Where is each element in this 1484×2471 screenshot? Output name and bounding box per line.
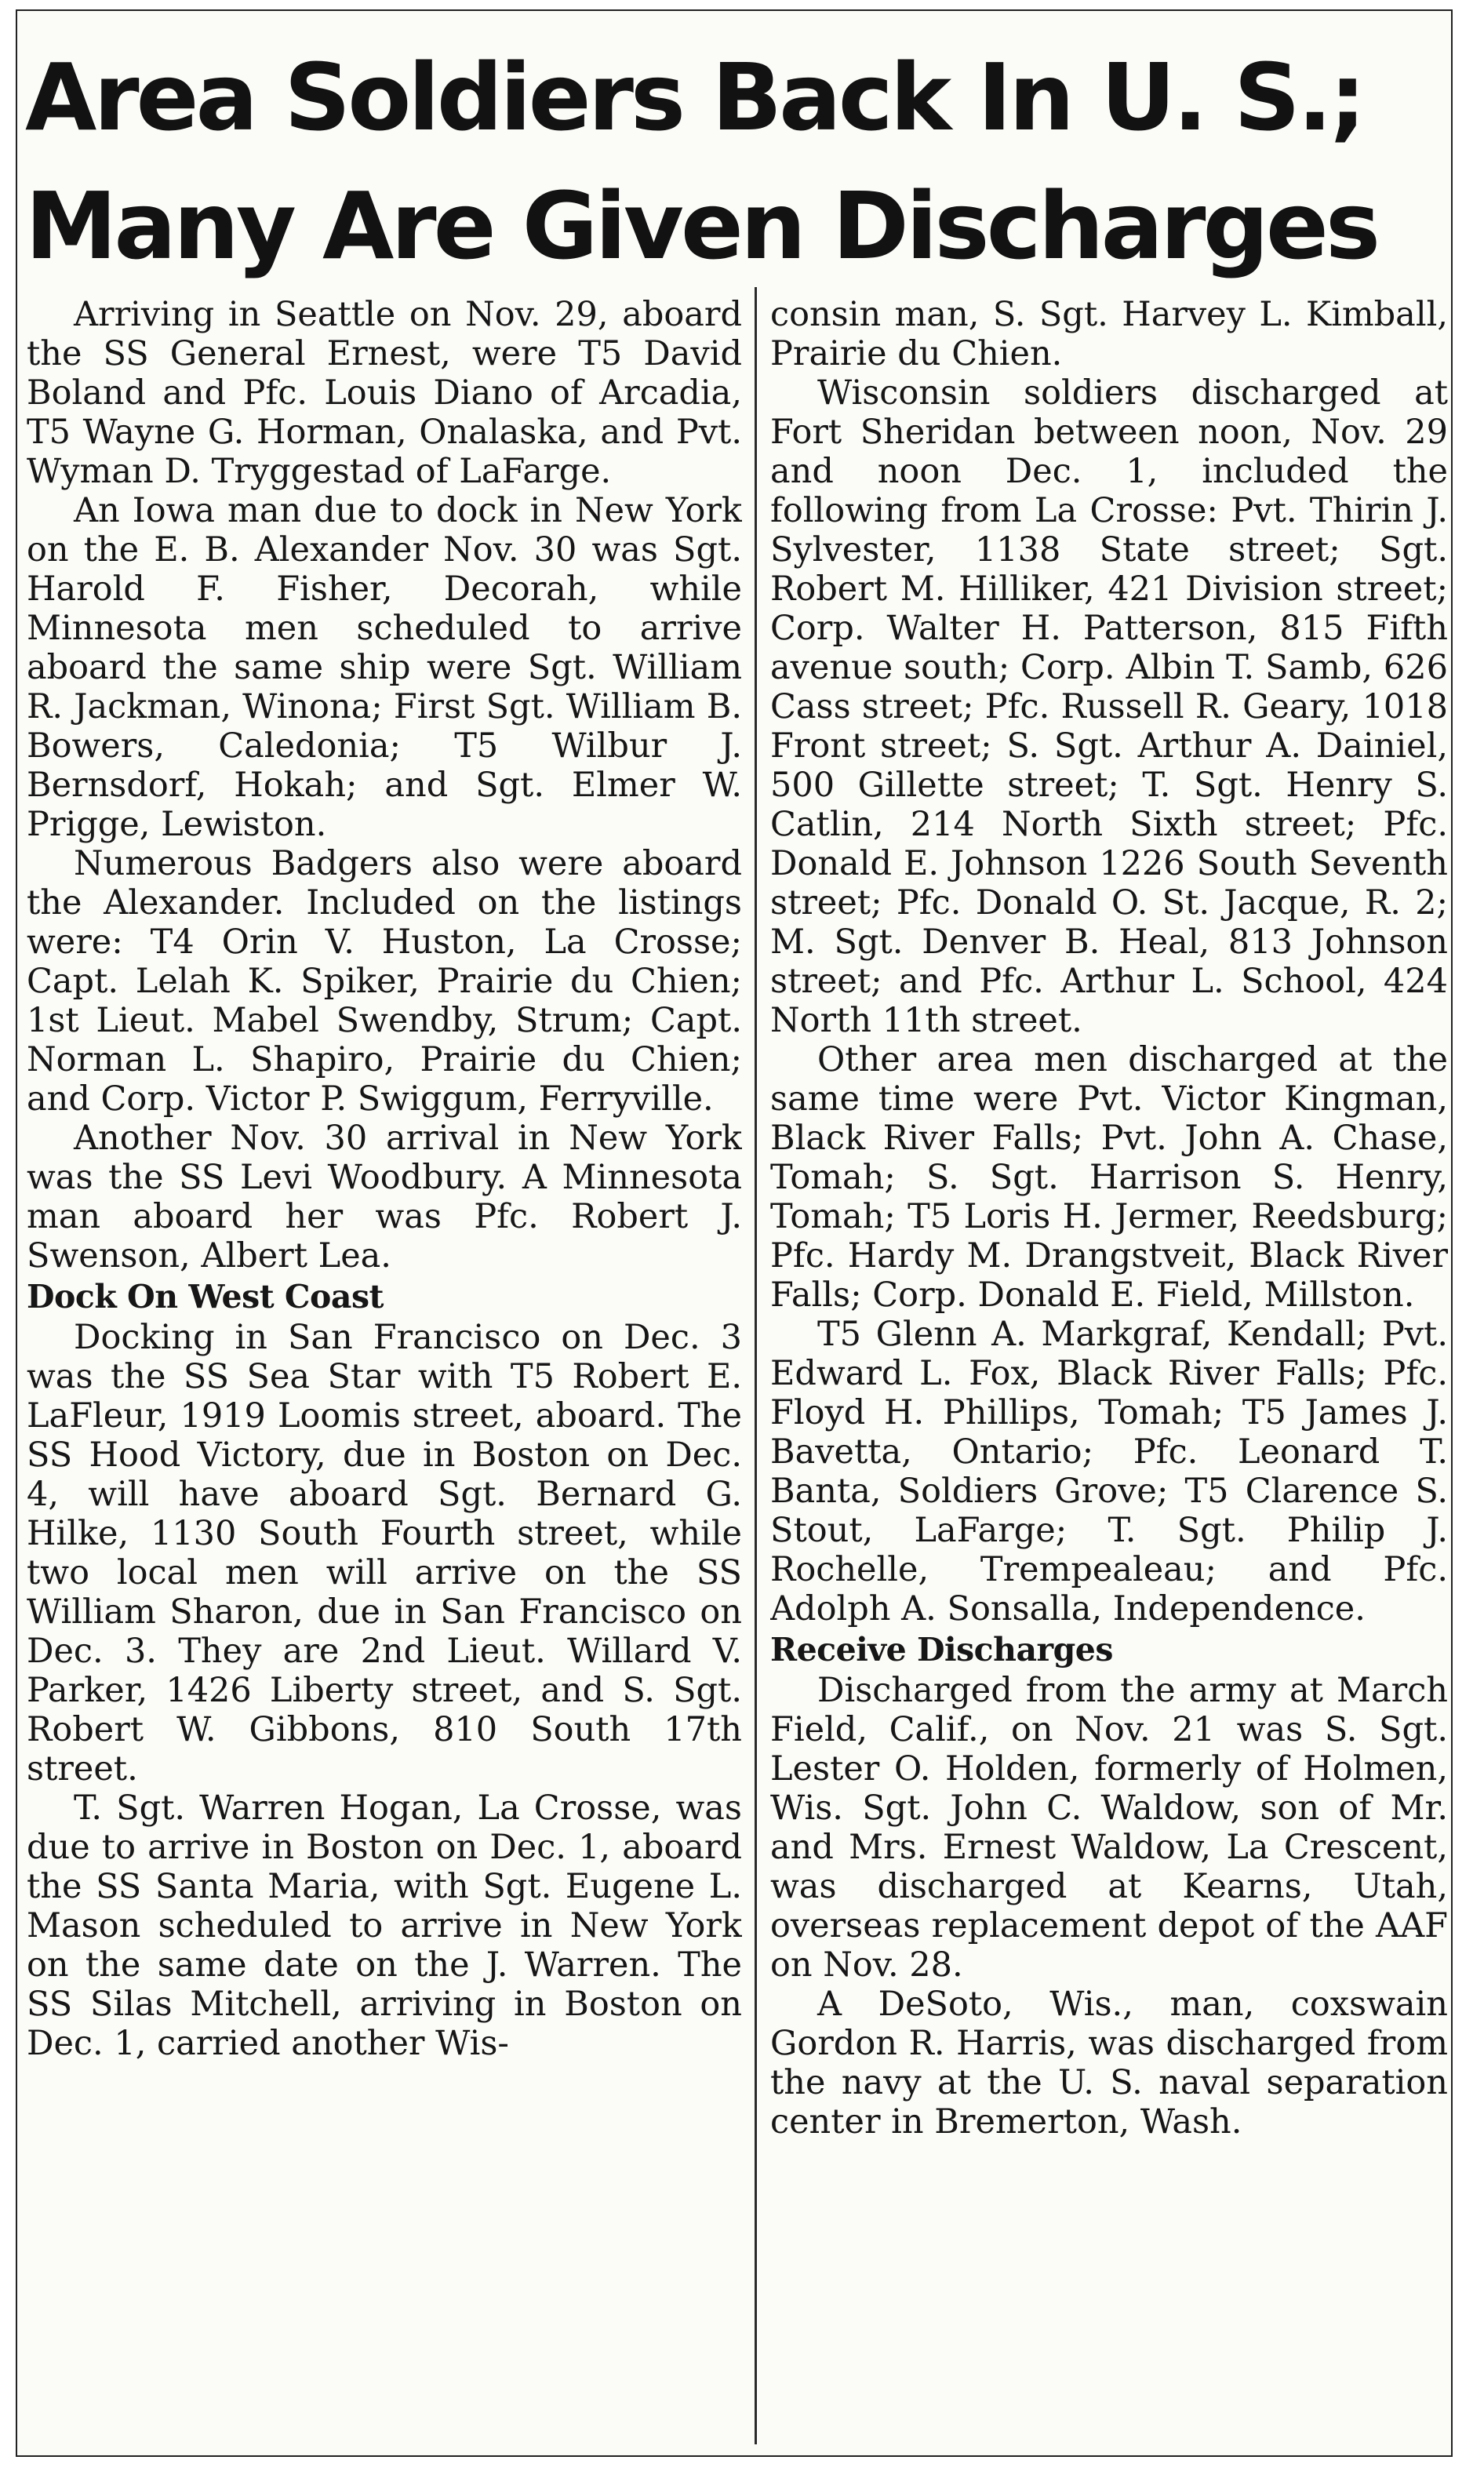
headline [25,33,1445,290]
paragraph: Other area men discharged at the same time were Pvt. Victor Kingman, Black River Falls; Pvt. John A. Chase, Tomah; S. Sgt. Harrison S. Henry, Tomah; T5 Loris H. Jermer, Reedsburg; Pfc. Hardy M. Drangstveit, Black River Falls; Corp. Donald E. Field, Millston. [770,1040,1448,1315]
newspaper-clipping [16,9,1453,2457]
column-divider [755,287,757,2444]
paragraph: T. Sgt. Warren Hogan, La Crosse, was due to arrive in Boston on Dec. 1, aboard the SS Santa Maria, with Sgt. Eugene L. Mason scheduled to arrive in New York on the same date on the J. Warren. The SS Silas Mitchell, arriving in Boston on Dec. 1, carried another Wis- [27,1789,742,2063]
paragraph: Wisconsin soldiers discharged at Fort Sheridan between noon, Nov. 29 and noon Dec. 1, included the following from La Crosse: Pvt. Thirin J. Sylvester, 1138 State street; Sgt. Robert M. Hilliker, 421 Division street; Corp. Walter H. Patterson, 815 Fifth avenue south; Corp. Albin T. Samb, 626 Cass street; Pfc. Russell R. Geary, 1018 Front street; S. Sgt. Arthur A. Dainiel, 500 Gillette street; T. Sgt. Henry S. Catlin, 214 North Sixth street; Pfc. Donald E. Johnson 1226 South Seventh street; Pfc. Donald O. St. Jacque, R. 2; M. Sgt. Denver B. Heal, 813 Johnson street; and Pfc. Arthur L. School, 424 North 11th street. [770,373,1448,1040]
paragraph: Arriving in Seattle on Nov. 29, aboard the SS General Ernest, were T5 David Boland and Pfc. Louis Diano of Arcadia, T5 Wayne G. Horman, Onalaska, and Pvt. Wyman D. Tryggestad of LaFarge. [27,295,742,491]
paragraph: Numerous Badgers also were aboard the Alexander. Included on the listings were: T4 Orin V. Huston, La Crosse; Capt. Lelah K. Spiker, Prairie du Chien; 1st Lieut. Mabel Swendby, Strum; Capt. Norman L. Shapiro, Prairie du Chien; and Corp. Victor P. Swiggum, Ferryville. [27,844,742,1119]
headline-line-1: Area Soldiers Back In U. S.; [25,43,1363,151]
paragraph: Another Nov. 30 arrival in New York was the SS Levi Woodbury. A Minnesota man aboard her was Pfc. Robert J. Swenson, Albert Lea. [27,1119,742,1276]
headline-line-2: Many Are Given Discharges [25,172,1378,280]
paragraph: Discharged from the army at March Field, Calif., on Nov. 21 was S. Sgt. Lester O. Holden, formerly of Holmen, Wis. Sgt. John C. Waldow, son of Mr. and Mrs. Ernest Waldow, La Crescent, was discharged at Kearns, Utah, overseas replacement depot of the AAF on Nov. 28. [770,1671,1448,1985]
paragraph: An Iowa man due to dock in New York on the E. B. Alexander Nov. 30 was Sgt. Harold F. Fisher, Decorah, while Minnesota men scheduled to arrive aboard the same ship were Sgt. William R. Jackman, Winona; First Sgt. William B. Bowers, Caledonia; T5 Wilbur J. Bernsdorf, Hokah; and Sgt. Elmer W. Prigge, Lewiston. [27,491,742,844]
subheading-receive-discharges: Receive Discharges [770,1631,1113,1669]
paragraph: Docking in San Francisco on Dec. 3 was the SS Sea Star with T5 Robert E. LaFleur, 1919 Loomis street, aboard. The SS Hood Victory, due in Boston on Dec. 4, will have aboard Sgt. Bernard G. Hilke, 1130 South Fourth street, while two local men will arrive on the SS William Sharon, due in San Francisco on Dec. 3. They are 2nd Lieut. Willard V. Parker, 1426 Liberty street, and S. Sgt. Robert W. Gibbons, 810 South 17th street. [27,1318,742,1789]
subheading-dock-on-west-coast: Dock On West Coast [27,1278,384,1316]
right-column [770,295,1448,2444]
paragraph: T5 Glenn A. Markgraf, Kendall; Pvt. Edward L. Fox, Black River Falls; Pfc. Floyd H. Phillips, Tomah; T5 James J. Bavetta, Ontario; Pfc. Leonard T. Banta, Soldiers Grove; T5 Clarence S. Stout, LaFarge; T. Sgt. Philip J. Rochelle, Trempealeau; and Pfc. Adolph A. Sonsalla, Independence. [770,1315,1448,1629]
paragraph-continued: consin man, S. Sgt. Harvey L. Kimball, Prairie du Chien. [770,295,1448,373]
left-column [27,295,742,2444]
paragraph: A DeSoto, Wis., man, coxswain Gordon R. Harris, was discharged from the navy at the U. S. naval separation center in Bremerton, Wash. [770,1985,1448,2142]
